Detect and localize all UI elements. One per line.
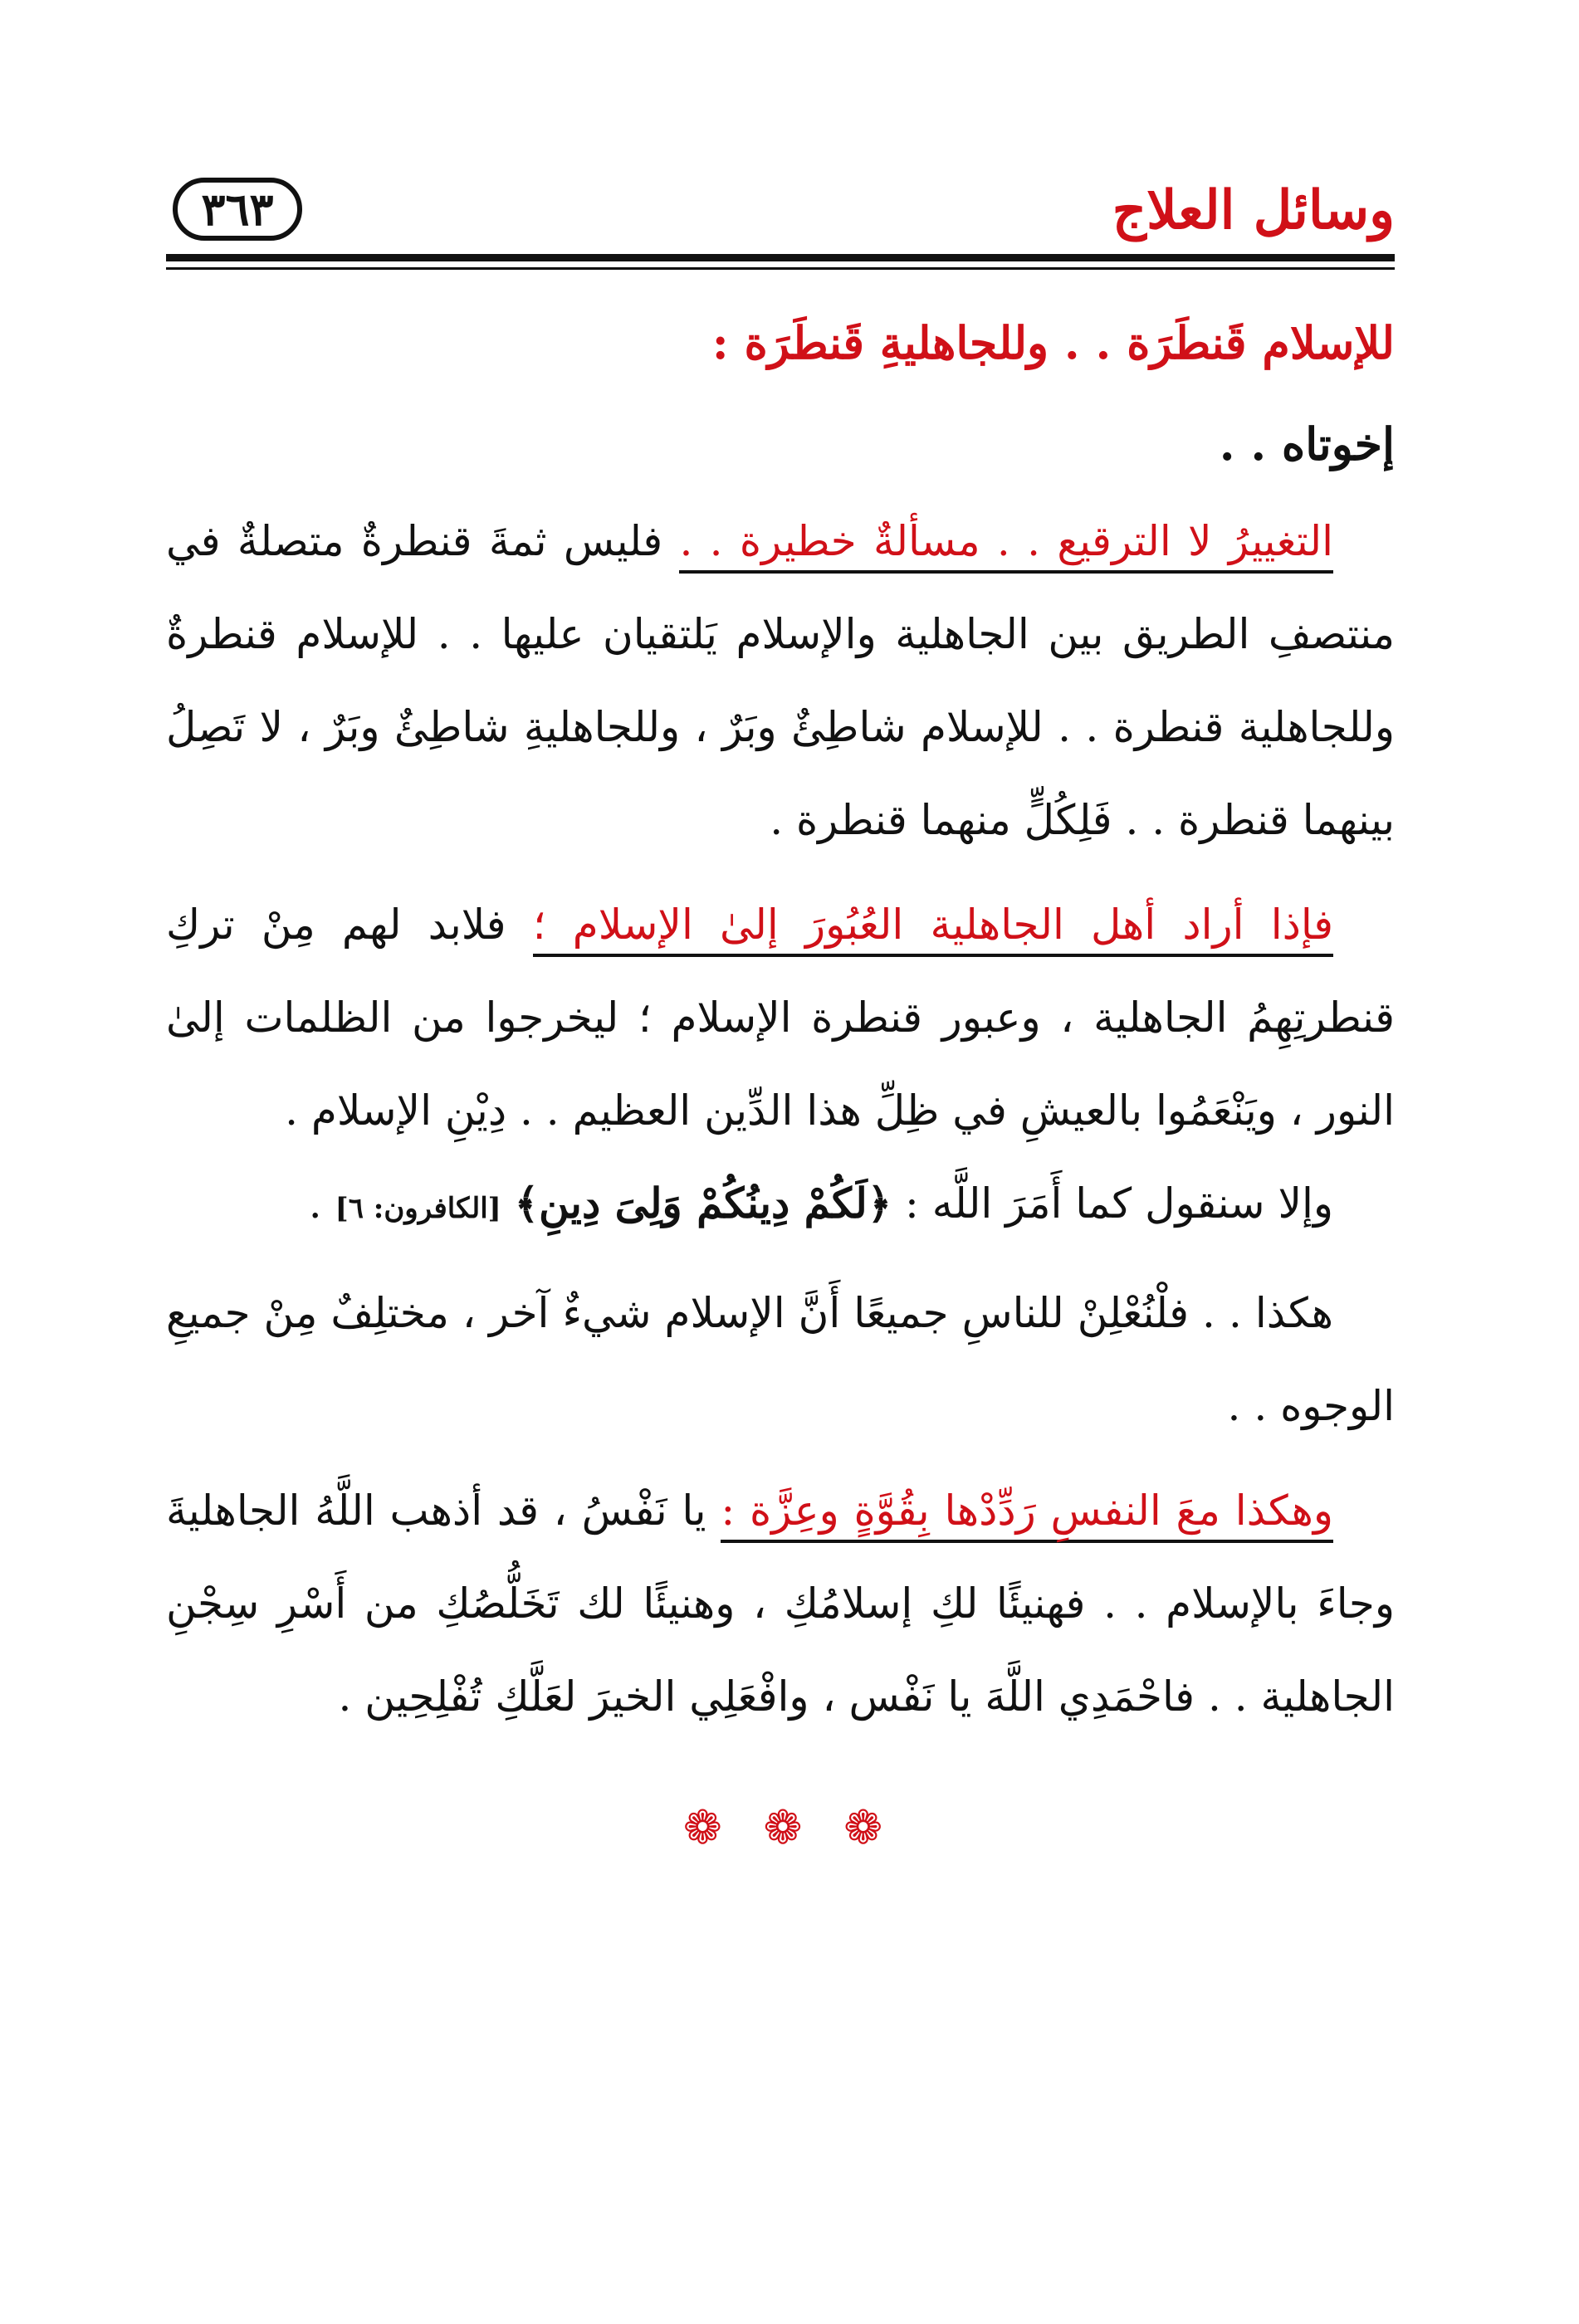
paragraph-5-text: يا نَفْسُ ، قد أذهب اللَّهُ الجاهليةَ وجاءَ بالإسلام . . فهنيئًا لكِ إسلامُكِ ، وهنيئًا لك تَخَلُّصُكِ من أَسْرِ سِجْنِ الجاهلية . . فاحْمَدِي اللَّهَ يا نَفْس ، وافْعَلِي الخيرَ لعَلَّكِ تُفْلِحِين .: [166, 1487, 1395, 1721]
section-heading: للإسلام قَنطَرَة . . وللجاهليةِ قَنطَرَة :: [711, 316, 1395, 369]
quran-verse: ﴿لَكُمْ دِينُكُمْ وَلِىَ دِينِ﴾: [514, 1179, 892, 1228]
paragraph-1-lead: التغييرُ لا الترقيع . . مسألةٌ خطيرة . .: [679, 517, 1333, 574]
paragraph-3-text: وإلا سنقول كما أَمَرَ اللَّه :: [905, 1179, 1333, 1228]
running-header-title: وسائل العلاج: [1112, 179, 1395, 242]
paragraph-3-end: .: [308, 1179, 322, 1228]
page-number-badge: ٣٦٣: [173, 178, 302, 241]
paragraph-5-lead: وهكذا معَ النفسِ رَدِّدْها بِقُوَّةٍ وعِزَّة :: [721, 1487, 1333, 1543]
paragraph-2-text: فلابد لهم مِنْ تركِ قنطرتِهِمُ الجاهلية ، وعبور قنطرة الإسلام ؛ ليخرجوا من الظلمات إلىٰ النور ، ويَنْعَمُوا بالعيشِ في ظِلِّ هذا الدِّين العظيم . . دِيْنِ الإسلام .: [166, 901, 1395, 1135]
paragraph-2-lead: فإذا أراد أهل الجاهلية العُبُورَ إلىٰ الإسلام ؛: [533, 901, 1333, 957]
intro-heading: إخوتاه . .: [1219, 417, 1395, 471]
header-rule-thick: [166, 254, 1395, 261]
paragraph-1-text: فليس ثمةَ قنطرةٌ متصلةٌ في منتصفِ الطريق بين الجاهلية والإسلام يَلتقيان عليها . . للإسلام قنطرةٌ وللجاهلية قنطرة . . للإسلام شاطِئٌ وبَرٌ ، وللجاهليةِ شاطِئٌ وبَرٌ ، لا تَصِلُ بينهما قنطرة . . فَلِكُلٍّ منهما قنطرة .: [166, 517, 1395, 844]
header-rule-thin: [166, 267, 1395, 270]
paragraph-2: [166, 878, 1395, 1157]
verse-reference: [الكافرون: ٦]: [335, 1192, 501, 1225]
paragraph-1: [166, 495, 1395, 867]
page-body: [166, 292, 1395, 1743]
paragraph-3: [166, 1157, 1395, 1255]
paragraph-4: هكذا . . فلْنُعْلِنْ للناسِ جميعًا أَنَّ الإسلام شيءٌ آخر ، مختلِفٌ مِنْ جميعِ الوجوه . .: [166, 1289, 1395, 1430]
section-end-ornament: ❁ ❁ ❁: [682, 1801, 897, 1855]
paragraph-5: [166, 1464, 1395, 1743]
